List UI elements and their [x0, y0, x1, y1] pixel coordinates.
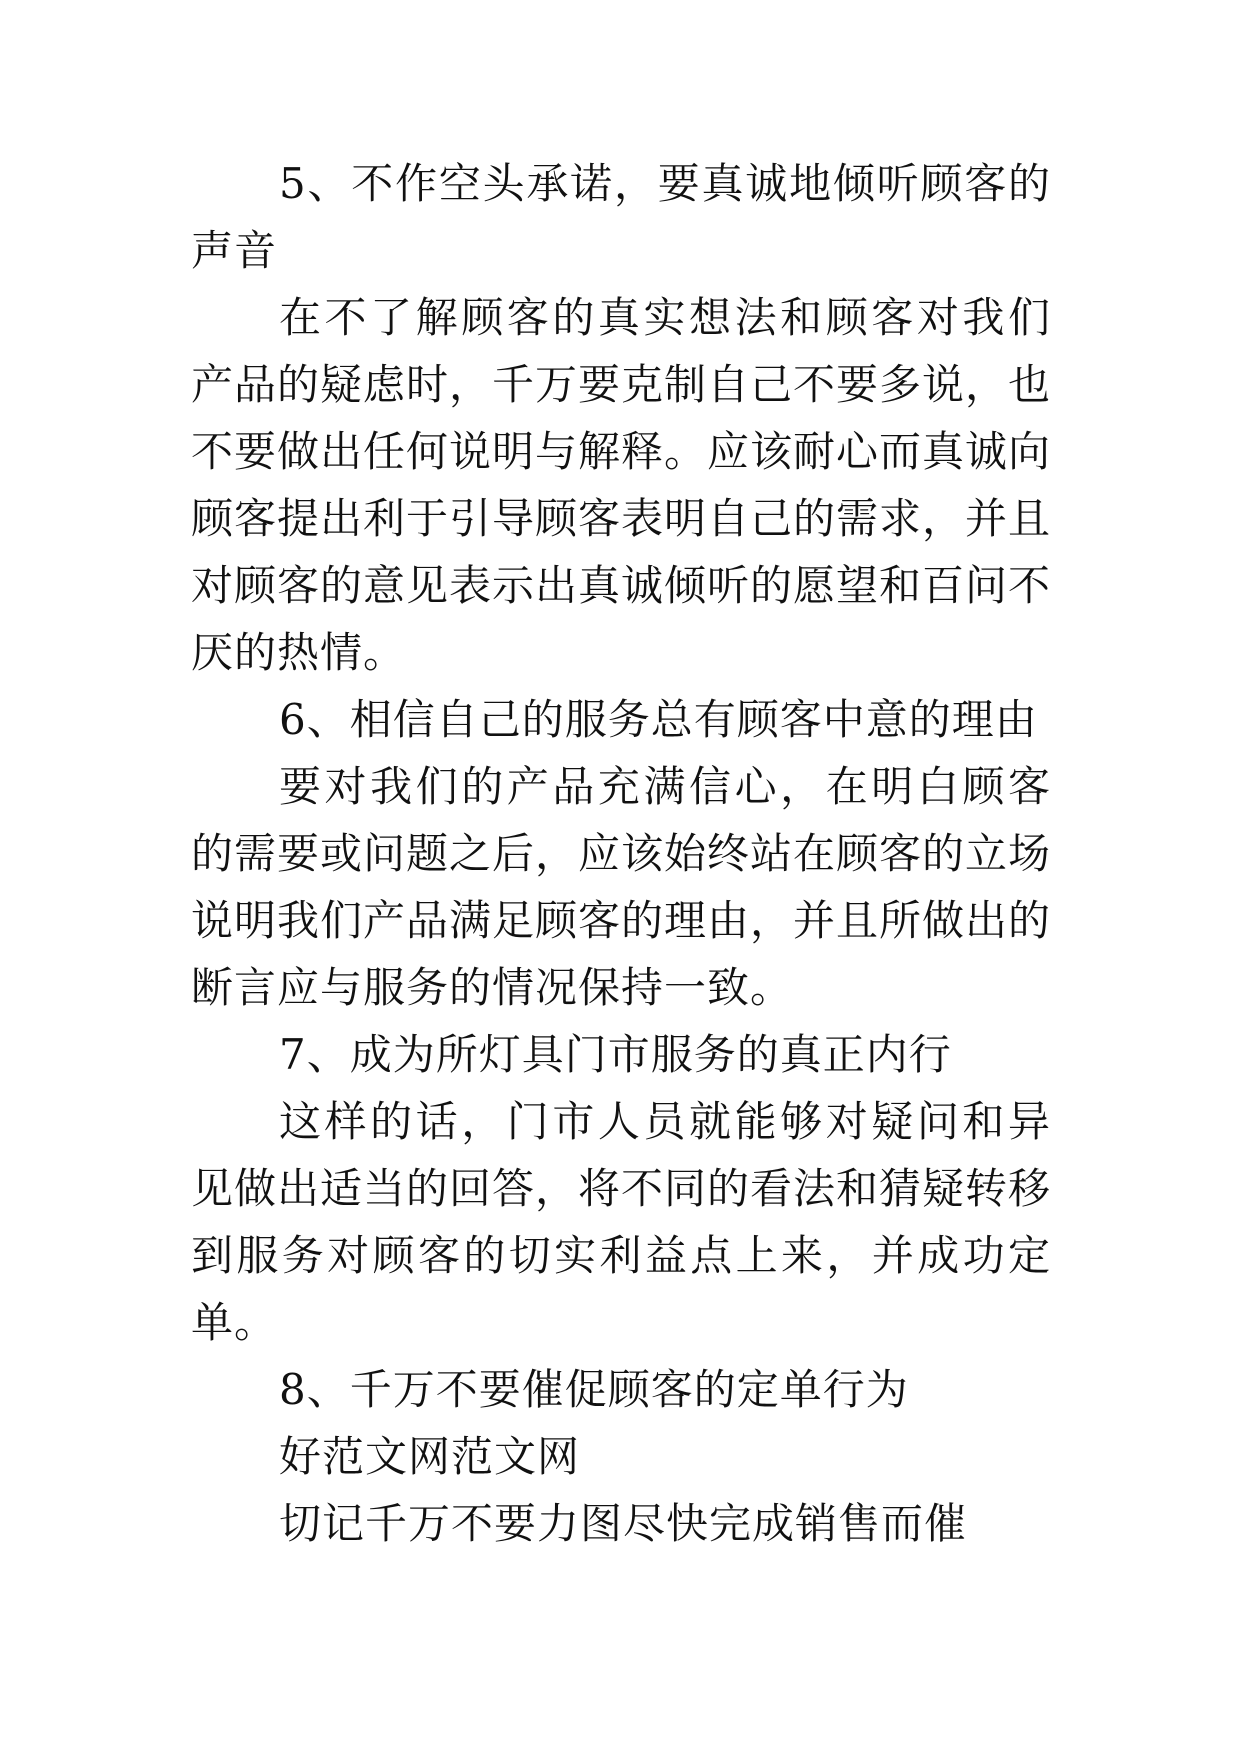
paragraph-6: 要对我们的产品充满信心，在明白顾客的需要或问题之后，应该始终站在顾客的立场说明我们产品满足顾客的理由，并且所做出的断言应与服务的情况保持一致。: [191, 762, 1052, 1012]
watermark-line: 好范文网范文网: [279, 1432, 581, 1481]
heading-5: 5、不作空头承诺，要真诚地倾听顾客的声音: [191, 159, 1051, 275]
heading-7: 7、成为所灯具门市服务的真正内行: [279, 1030, 952, 1079]
paragraph-5: 在不了解顾客的真实想法和顾客对我们产品的疑虑时，千万要克制自己不要多说，也不要做出任何说明与解释。应该耐心而真诚向顾客提出利于引导顾客表明自己的需求，并且对顾客的意见表示出真诚倾听的愿望和百问不厌的热情。: [191, 293, 1052, 677]
heading-8: 8、千万不要催促顾客的定单行为: [279, 1365, 909, 1414]
heading-6: 6、相信自己的服务总有顾客中意的理由: [279, 695, 1038, 744]
paragraph-7: 这样的话，门市人员就能够对疑问和异见做出适当的回答，将不同的看法和猜疑转移到服务对顾客的切实利益点上来，并成功定单。: [191, 1097, 1052, 1347]
paragraph-8: 切记千万不要力图尽快完成销售而催: [279, 1499, 968, 1548]
document-body: [191, 150, 1051, 1557]
